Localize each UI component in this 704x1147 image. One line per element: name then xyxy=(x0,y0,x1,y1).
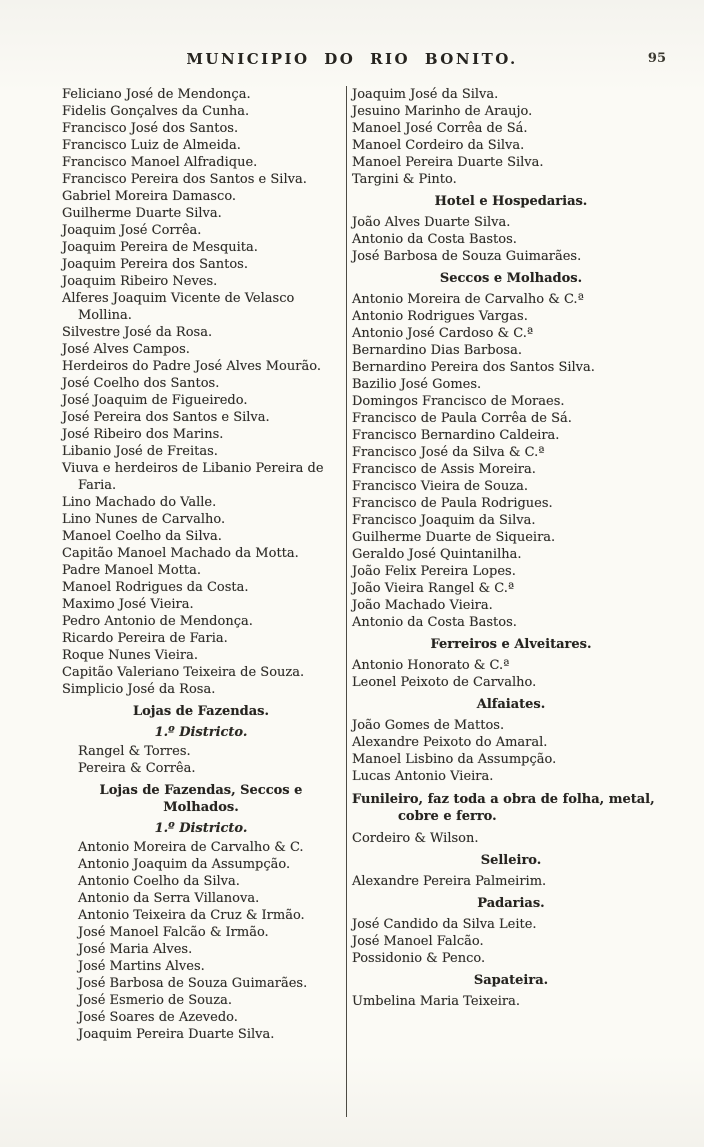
directory-entry: Lucas Antonio Vieira. xyxy=(352,769,494,784)
directory-entry: Domingos Francisco de Moraes. xyxy=(352,394,565,409)
directory-entry: Targini & Pinto. xyxy=(352,172,457,187)
directory-entry: Manoel Coelho da Silva. xyxy=(62,529,222,544)
page-header xyxy=(0,50,704,74)
directory-entry: José Alves Campos. xyxy=(62,342,190,357)
directory-entry: Bernardino Dias Barbosa. xyxy=(352,343,522,358)
directory-entry: José Esmerio de Souza. xyxy=(78,993,233,1008)
directory-entry: Lino Machado do Valle. xyxy=(62,495,217,510)
directory-entry: Joaquim José Corrêa. xyxy=(62,223,202,238)
directory-entry: Joaquim José da Silva. xyxy=(352,87,499,102)
directory-entry: Antonio da Costa Bastos. xyxy=(352,232,517,247)
directory-entry: João Gomes de Mattos. xyxy=(352,718,505,733)
page-title: MUNICIPIO DO RIO BONITO. xyxy=(186,50,518,68)
directory-entry: Cordeiro & Wilson. xyxy=(352,831,479,846)
district-subheading: 1.º Districto. xyxy=(154,725,248,740)
directory-entry: Francisco Luiz de Almeida. xyxy=(62,138,241,153)
directory-entry: Francisco Manoel Alfradique. xyxy=(62,155,258,170)
directory-entry: Antonio Teixeira da Cruz & Irmão. xyxy=(78,908,305,923)
directory-entry: Silvestre José da Rosa. xyxy=(62,325,213,340)
right-column xyxy=(346,86,670,1117)
directory-entry: Pereira & Corrêa. xyxy=(78,761,196,776)
directory-entry: João Felix Pereira Lopes. xyxy=(352,564,516,579)
directory-entry: Simplicio José da Rosa. xyxy=(62,682,216,697)
directory-entry: Joaquim Pereira dos Santos. xyxy=(62,257,248,272)
directory-entry: Alexandre Pereira Palmeirim. xyxy=(352,874,547,889)
directory-entry: José Candido da Silva Leite. xyxy=(352,917,537,932)
directory-entry: Capitão Manoel Machado da Motta. xyxy=(62,546,299,561)
directory-entry: Manoel Cordeiro da Silva. xyxy=(352,138,525,153)
directory-entry: Geraldo José Quintanilha. xyxy=(352,547,522,562)
directory-entry: Antonio Honorato & C.ª xyxy=(352,658,510,673)
trade-note: Funileiro, faz toda a obra de folha, metal, cobre e ferro. xyxy=(352,792,655,824)
directory-entry: Gabriel Moreira Damasco. xyxy=(62,189,237,204)
directory-entry: Manoel Pereira Duarte Silva. xyxy=(352,155,544,170)
directory-entry: José Martins Alves. xyxy=(78,959,205,974)
directory-entry: João Machado Vieira. xyxy=(352,598,493,613)
directory-entry: Maximo José Vieira. xyxy=(62,597,194,612)
section-heading: Ferreiros e Alveitares. xyxy=(430,637,592,652)
directory-entry: João Vieira Rangel & C.ª xyxy=(352,581,515,596)
directory-entry: Manoel Lisbino da Assumpção. xyxy=(352,752,557,767)
directory-entry: Antonio Rodrigues Vargas. xyxy=(352,309,528,324)
page-number: 95 xyxy=(647,51,666,66)
directory-entry: Francisco Pereira dos Santos e Silva. xyxy=(62,172,307,187)
directory-entry: Antonio Moreira de Carvalho & C. xyxy=(78,840,304,855)
directory-entry: Francisco de Assis Moreira. xyxy=(352,462,536,477)
directory-entry: Manoel José Corrêa de Sá. xyxy=(352,121,528,136)
directory-entry: Umbelina Maria Teixeira. xyxy=(352,994,520,1009)
section-heading: Padarias. xyxy=(477,896,545,911)
directory-entry: José Manoel Falcão. xyxy=(352,934,484,949)
directory-entry: Roque Nunes Vieira. xyxy=(62,648,199,663)
directory-entry: Antonio Moreira de Carvalho & C.ª xyxy=(352,292,584,307)
section-heading: Sapateira. xyxy=(473,973,549,988)
directory-entry: Leonel Peixoto de Carvalho. xyxy=(352,675,537,690)
directory-entry: Guilherme Duarte de Siqueira. xyxy=(352,530,556,545)
section-heading: Alfaiates. xyxy=(476,697,546,712)
directory-entry: Bazilio José Gomes. xyxy=(352,377,482,392)
directory-entry: Francisco Joaquim da Silva. xyxy=(352,513,536,528)
two-column-layout xyxy=(62,86,670,1117)
directory-entry: Francisco Bernardino Caldeira. xyxy=(352,428,560,443)
directory-entry: Alexandre Peixoto do Amaral. xyxy=(352,735,548,750)
directory-entry: Herdeiros do Padre José Alves Mourão. xyxy=(62,359,321,374)
directory-entry: Joaquim Ribeiro Neves. xyxy=(62,274,218,289)
directory-entry: Possidonio & Penco. xyxy=(352,951,486,966)
section-heading: Hotel e Hospedarias. xyxy=(434,194,588,209)
section-heading: Selleiro. xyxy=(480,853,542,868)
directory-entry: Alferes Joaquim Vicente de Velasco Mollina. xyxy=(62,291,295,323)
directory-entry: Libanio José de Freitas. xyxy=(62,444,218,459)
directory-entry: Viuva e herdeiros de Libanio Pereira de Faria. xyxy=(62,461,324,493)
directory-entry: Joaquim Pereira Duarte Silva. xyxy=(78,1027,275,1042)
directory-entry: José Pereira dos Santos e Silva. xyxy=(62,410,270,425)
district-subheading: 1.º Districto. xyxy=(154,821,248,836)
directory-entry: Francisco José da Silva & C.ª xyxy=(352,445,545,460)
directory-entry: Fidelis Gonçalves da Cunha. xyxy=(62,104,250,119)
directory-entry: José Coelho dos Santos. xyxy=(62,376,220,391)
directory-entry: Lino Nunes de Carvalho. xyxy=(62,512,226,527)
directory-entry: Francisco José dos Santos. xyxy=(62,121,239,136)
directory-entry: José Ribeiro dos Marins. xyxy=(62,427,224,442)
directory-entry: Antonio da Costa Bastos. xyxy=(352,615,517,630)
section-heading: Seccos e Molhados. xyxy=(439,271,583,286)
directory-entry: José Manoel Falcão & Irmão. xyxy=(78,925,269,940)
left-column xyxy=(62,86,346,1117)
directory-entry: Antonio Coelho da Silva. xyxy=(78,874,240,889)
directory-entry: Manoel Rodrigues da Costa. xyxy=(62,580,249,595)
directory-entry: Ricardo Pereira de Faria. xyxy=(62,631,228,646)
directory-entry: João Alves Duarte Silva. xyxy=(352,215,511,230)
directory-entry: Antonio Joaquim da Assumpção. xyxy=(78,857,291,872)
directory-entry: Padre Manoel Motta. xyxy=(62,563,201,578)
directory-entry: Jesuino Marinho de Araujo. xyxy=(352,104,533,119)
directory-entry: Francisco Vieira de Souza. xyxy=(352,479,528,494)
directory-entry: Capitão Valeriano Teixeira de Souza. xyxy=(62,665,305,680)
directory-entry: Antonio da Serra Villanova. xyxy=(78,891,260,906)
directory-entry: José Maria Alves. xyxy=(78,942,193,957)
section-heading: Lojas de Fazendas, Seccos e Molhados. xyxy=(99,783,303,815)
directory-entry: Bernardino Pereira dos Santos Silva. xyxy=(352,360,595,375)
directory-entry: José Soares de Azevedo. xyxy=(78,1010,238,1025)
directory-entry: Rangel & Torres. xyxy=(78,744,191,759)
directory-entry: Joaquim Pereira de Mesquita. xyxy=(62,240,258,255)
directory-entry: Antonio José Cardoso & C.ª xyxy=(352,326,534,341)
directory-entry: Francisco de Paula Corrêa de Sá. xyxy=(352,411,572,426)
section-heading: Lojas de Fazendas. xyxy=(132,704,270,719)
directory-entry: Guilherme Duarte Silva. xyxy=(62,206,222,221)
directory-entry: Pedro Antonio de Mendonça. xyxy=(62,614,253,629)
directory-entry: José Barbosa de Souza Guimarães. xyxy=(352,249,582,264)
directory-entry: Francisco de Paula Rodrigues. xyxy=(352,496,553,511)
directory-entry: Feliciano José de Mendonça. xyxy=(62,87,251,102)
directory-entry: José Joaquim de Figueiredo. xyxy=(62,393,248,408)
directory-entry: José Barbosa de Souza Guimarães. xyxy=(78,976,308,991)
